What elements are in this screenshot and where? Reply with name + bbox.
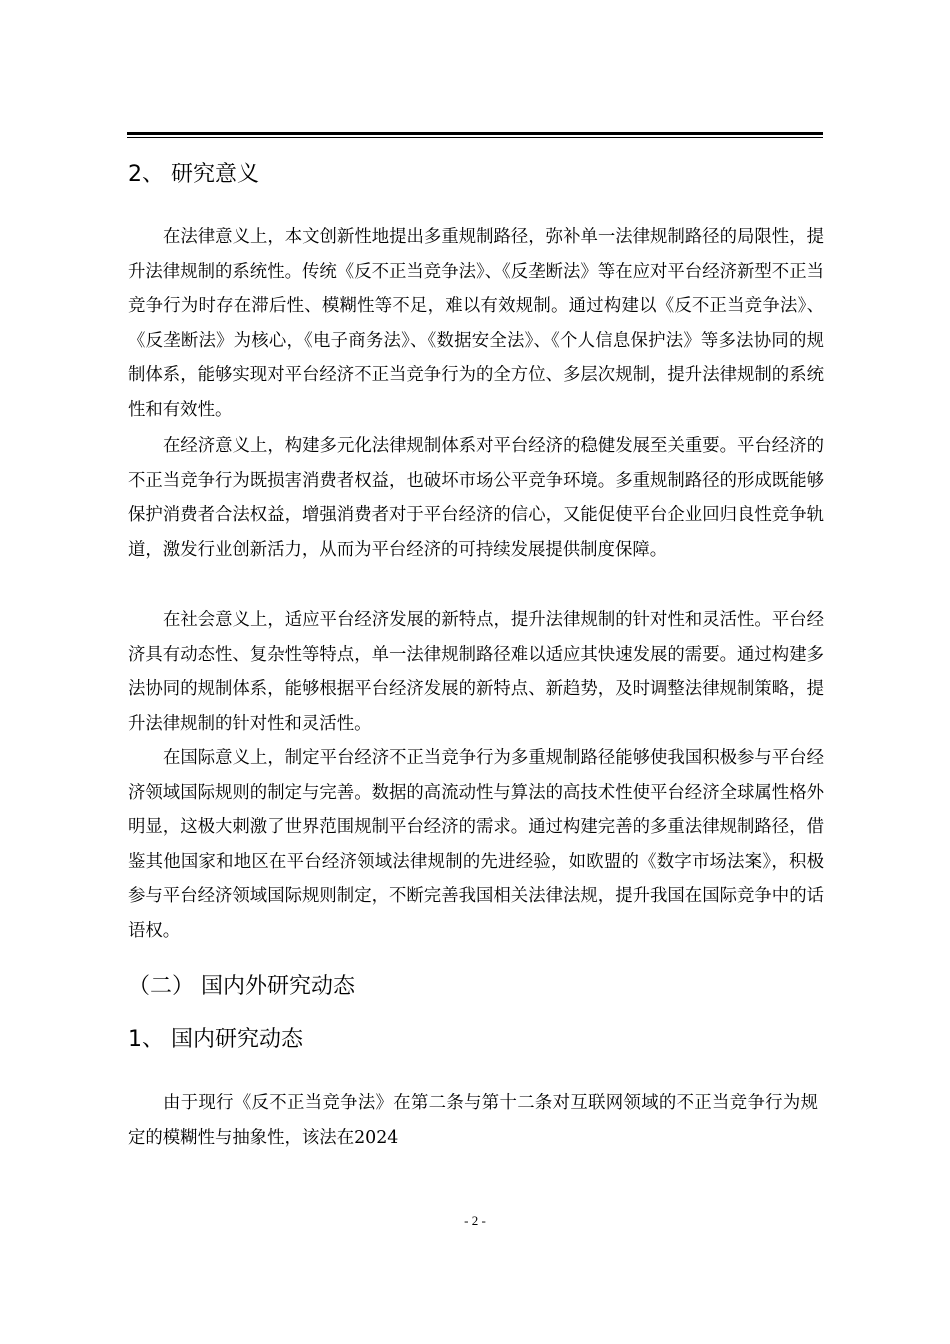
paragraph-economic-significance: 在经济意义上，构建多元化法律规制体系对平台经济的稳健发展至关重要。平台经济的不正当竞争行为既损害消费者权益，也破坏市场公平竞争环境。多重规制路径的形成既能够保护消费者合法权益，增强消费者对于平台经济的信心，又能促使平台企业回归良性竞争轨道，激发行业创新活力，从而为平台经济的可持续发展提供制度保障。 [128, 436, 824, 560]
header-rule-thin [127, 137, 823, 138]
paragraph-legal-significance: 在法律意义上，本文创新性地提出多重规制路径，弥补单一法律规制路径的局限性，提升法律规制的系统性。传统《反不正当竞争法》、《反垄断法》等在应对平台经济新型不正当竞争行为时存在滞后性、模糊性等不足，难以有效规制。通过构建以《反不正当竞争法》、《反垄断法》为核心，《电子商务法》、《数据安全法》、《个人信息保护法》等多法协同的规制体系，能够实现对平台经济不正当竞争行为的全方位、多层次规制，提升法律规制的系统性和有效性。 [128, 227, 824, 420]
paragraph-international-significance: 在国际意义上，制定平台经济不正当竞争行为多重规制路径能够使我国积极参与平台经济领域国际规则的制定与完善。数据的高流动性与算法的高技术性使平台经济全球属性格外明显，这极大刺激了世界范围规制平台经济的需求。通过构建完善的多重法律规制路径，借鉴其他国家和地区在平台经济领域法律规制的先进经验，如欧盟的《数字市场法案》，积极参与平台经济领域国际规则制定，不断完善我国相关法律法规，提升我国在国际竞争中的话语权。 [128, 748, 824, 941]
heading-research-significance: 2、 研究意义 [128, 162, 259, 187]
header-rule-thick [127, 132, 823, 135]
paragraph-social-significance: 在社会意义上，适应平台经济发展的新特点，提升法律规制的针对性和灵活性。平台经济具有动态性、复杂性等特点，单一法律规制路径难以适应其快速发展的需要。通过构建多法协同的规制体系，能够根据平台经济发展的新特点、新趋势，及时调整法律规制策略，提升法律规制的针对性和灵活性。 [128, 610, 824, 734]
heading-domestic-research: 1、 国内研究动态 [128, 1027, 303, 1052]
paragraph-domestic-research: 由于现行《反不正当竞争法》在第二条与第十二条对互联网领域的不正当竞争行为规定的模糊性与抽象性，该法在2024 [128, 1093, 818, 1148]
page-number: - 2 - [464, 1213, 486, 1228]
heading-research-status: （二） 国内外研究动态 [128, 974, 355, 999]
